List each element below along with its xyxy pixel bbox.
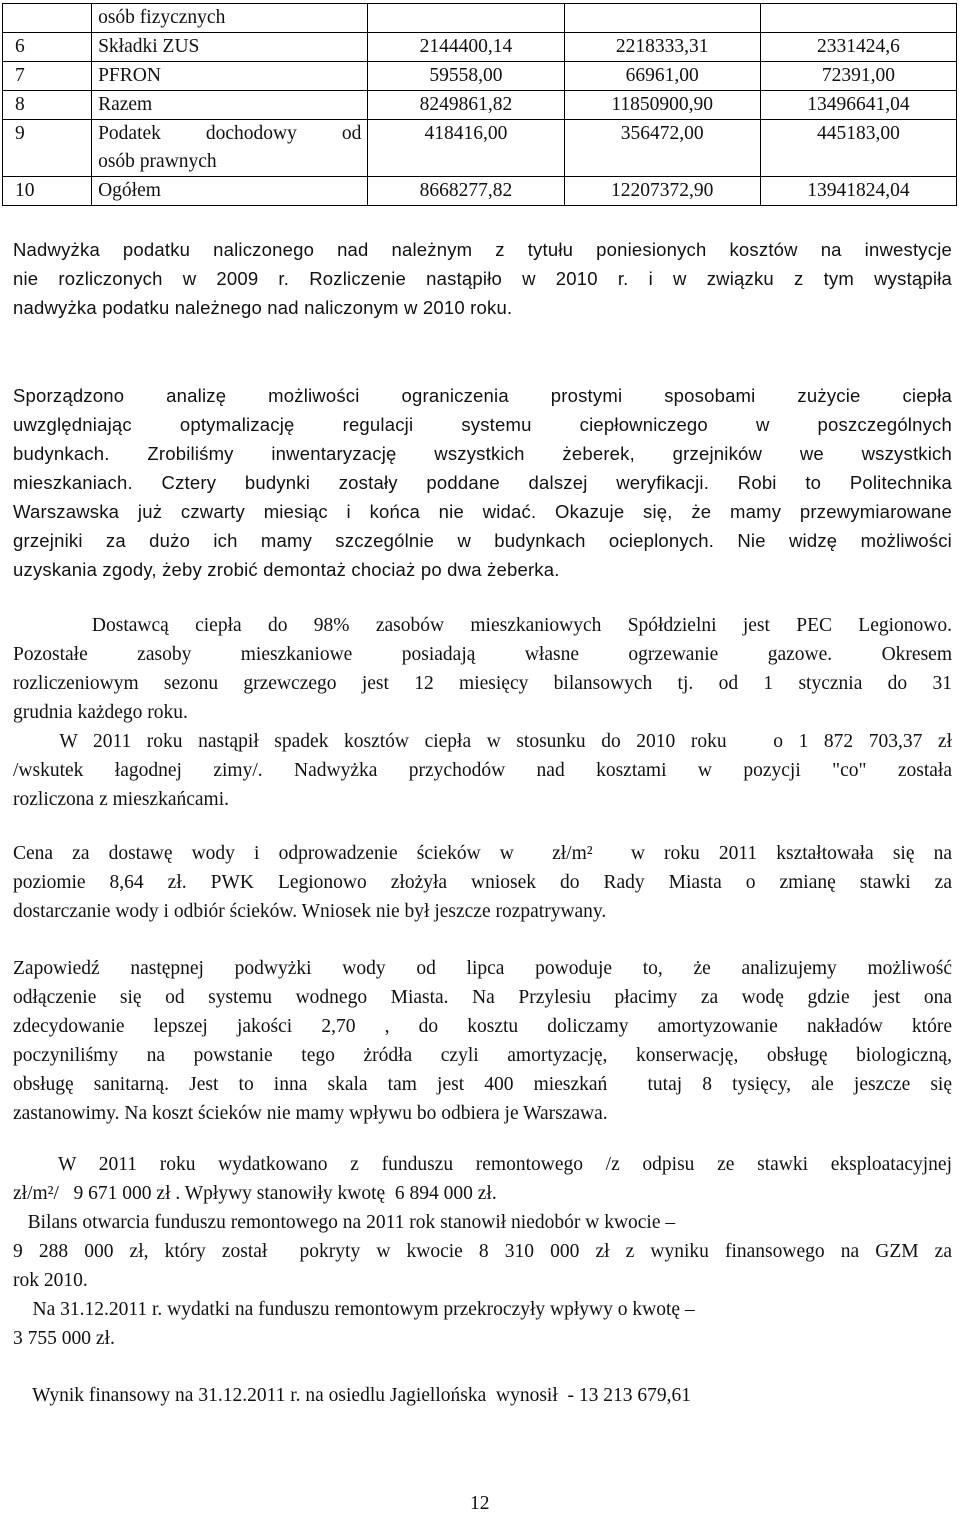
row-number: 6 [3, 33, 92, 62]
text-line: W 2011 roku nastąpił spadek kosztów ciepła w stosunku do 2010 roku o 1 872 703,37 zł [13, 731, 952, 752]
text-line: uzyskania zgody, żeby zrobić demontaż chociaż po dwa żeberka. [13, 559, 560, 580]
value-cell: 445183,00 [760, 120, 956, 177]
text-line: /wskutek łagodnej zimy/. Nadwyżka przychodów nad kosztami w pozycji "co" została [13, 760, 952, 781]
text-line: rok 2010. [13, 1270, 88, 1291]
paragraph-heat-supplier [13, 611, 952, 814]
text-line: obsługę sanitarną. Jest to inna skala tam jest 400 mieszkań tutaj 8 tysięcy, ale jeszcze się [13, 1074, 952, 1095]
page-number: 12 [470, 1493, 490, 1514]
text-line: uwzględniając optymalizację regulacji systemu ciepłowniczego w poszczególnych [13, 414, 952, 435]
value-cell: 2218333,31 [564, 33, 760, 62]
row-label [92, 62, 368, 91]
value-cell: 11850900,90 [564, 91, 760, 120]
text-line: zdecydowanie lepszej jakości 2,70 , do kosztu doliczamy amortyzowanie nakładów które [13, 1016, 952, 1037]
table-row [3, 4, 957, 33]
row-number: 10 [3, 177, 92, 206]
paragraph-heating-analysis [13, 381, 952, 584]
text-line: poczyniliśmy na powstanie tego żródła czyli amortyzację, konserwację, obsługę biologiczną, [13, 1045, 952, 1066]
text-line: Na 31.12.2011 r. wydatki na funduszu remontowym przekroczyły wpływy o kwotę – [13, 1299, 695, 1320]
value-cell: 59558,00 [368, 62, 564, 91]
value-cell: 8249861,82 [368, 91, 564, 120]
value-cell: 8668277,82 [368, 177, 564, 206]
text-line: 9 288 000 zł, który został pokryty w kwocie 8 310 000 zł z wyniku finansowego na GZM za [13, 1241, 952, 1262]
text-line: Nadwyżka podatku naliczonego nad należnym z tytułu poniesionych kosztów na inwestycje [13, 239, 952, 260]
row-label-text: osób fizycznych [98, 7, 226, 28]
row-label-line: osób prawnych [98, 151, 217, 172]
text-line: grudnia każdego roku. [13, 702, 188, 723]
text-line: Zapowiedź następnej podwyżki wody od lipca powoduje to, że analizujemy możliwość [13, 958, 952, 979]
row-label-line [98, 120, 361, 148]
text-line: rozliczona z mieszkańcami. [13, 789, 230, 810]
text-line: Dostawcą ciepła do 98% zasobów mieszkaniowych Spółdzielni jest PEC Legionowo. [13, 615, 952, 636]
row-label [92, 33, 368, 62]
table-row [3, 120, 957, 177]
text-line: Wynik finansowy na 31.12.2011 r. na osiedlu Jagiellońska wynosił - 13 213 679,61 [13, 1385, 692, 1406]
row-label-text: Razem [98, 94, 153, 115]
value-cell: 2331424,6 [760, 33, 956, 62]
row-label-text: Ogółem [98, 180, 161, 201]
row-number: 8 [3, 91, 92, 120]
text-line: dostarczanie wody i odbiór ścieków. Wniosek nie był jeszcze rozpatrywany. [13, 901, 607, 922]
paragraph-financial-result [13, 1381, 952, 1410]
text-line: Sporządzono analizę możliwości ograniczenia prostymi sposobami zużycie ciepła [13, 385, 952, 406]
row-label-text: Składki ZUS [98, 36, 200, 57]
row-number: 7 [3, 62, 92, 91]
text-line: Warszawska już czwarty miesiąc i końca nie widać. Okazuje się, że mamy przewymiarowane [13, 501, 952, 522]
row-number: 9 [3, 120, 92, 177]
text-line: W 2011 roku wydatkowano z funduszu remontowego /z odpisu ze stawki eksploatacyjnej [13, 1154, 952, 1175]
paragraph-vat-surplus [13, 235, 952, 322]
value-cell: 13496641,04 [760, 91, 956, 120]
value-cell [564, 4, 760, 33]
text-line: budynkach. Zrobiliśmy inwentaryzację wszystkich żeberek, grzejników we wszystkich [13, 443, 952, 464]
text-line: mieszkaniach. Cztery budynki zostały poddane dalszej weryfikacji. Robi to Politechnika [13, 472, 952, 493]
paragraph-renovation-fund [13, 1150, 952, 1353]
text-line: nadwyżka podatku należnego nad naliczonym w 2010 roku. [13, 297, 513, 318]
text-line: rozliczeniowym sezonu grzewczego jest 12 miesięcy bilansowych tj. od 1 stycznia do 31 [13, 673, 952, 694]
table-row [3, 33, 957, 62]
text-line: nie rozliczonych w 2009 r. Rozliczenie nastąpiło w 2010 r. i w związku z tym wystąpiła [13, 268, 952, 289]
text-line: zastanowimy. Na koszt ścieków nie mamy wpływu bo odbiera je Warszawa. [13, 1103, 608, 1124]
row-label-text: Podatek dochodowy od [98, 123, 362, 144]
value-cell [760, 4, 956, 33]
paragraph-water-increase [13, 954, 952, 1128]
value-cell [368, 4, 564, 33]
value-cell: 356472,00 [564, 120, 760, 177]
row-number [3, 4, 92, 33]
text-line: 3 755 000 zł. [13, 1328, 115, 1349]
row-label [92, 177, 368, 206]
paragraph-water-price [13, 839, 952, 926]
financial-table [2, 3, 957, 206]
text-line: Bilans otwarcia funduszu remontowego na 2011 rok stanowił niedobór w kwocie – [13, 1212, 676, 1233]
row-label [92, 4, 368, 33]
table-row [3, 177, 957, 206]
value-cell: 13941824,04 [760, 177, 956, 206]
text-line: odłączenie się od systemu wodnego Miasta. Na Przylesiu płacimy za wodę gdzie jest ona [13, 987, 952, 1008]
text-line: Pozostałe zasoby mieszkaniowe posiadają własne ogrzewanie gazowe. Okresem [13, 644, 952, 665]
text-line: grzejniki za dużo ich mamy szczególnie w budynkach ocieplonych. Nie widzę możliwości [13, 530, 952, 551]
value-cell: 66961,00 [564, 62, 760, 91]
row-label [92, 120, 368, 177]
text-line: Cena za dostawę wody i odprowadzenie ścieków w zł/m² w roku 2011 kształtowała się na [13, 843, 952, 864]
row-label [92, 91, 368, 120]
value-cell: 418416,00 [368, 120, 564, 177]
row-label-text: PFRON [98, 65, 161, 86]
value-cell: 72391,00 [760, 62, 956, 91]
value-cell: 2144400,14 [368, 33, 564, 62]
value-cell: 12207372,90 [564, 177, 760, 206]
table-row [3, 91, 957, 120]
text-line: poziomie 8,64 zł. PWK Legionowo złożyła wniosek do Rady Miasta o zmianę stawki za [13, 872, 952, 893]
table-row [3, 62, 957, 91]
text-line: zł/m²/ 9 671 000 zł . Wpływy stanowiły kwotę 6 894 000 zł. [13, 1183, 497, 1204]
